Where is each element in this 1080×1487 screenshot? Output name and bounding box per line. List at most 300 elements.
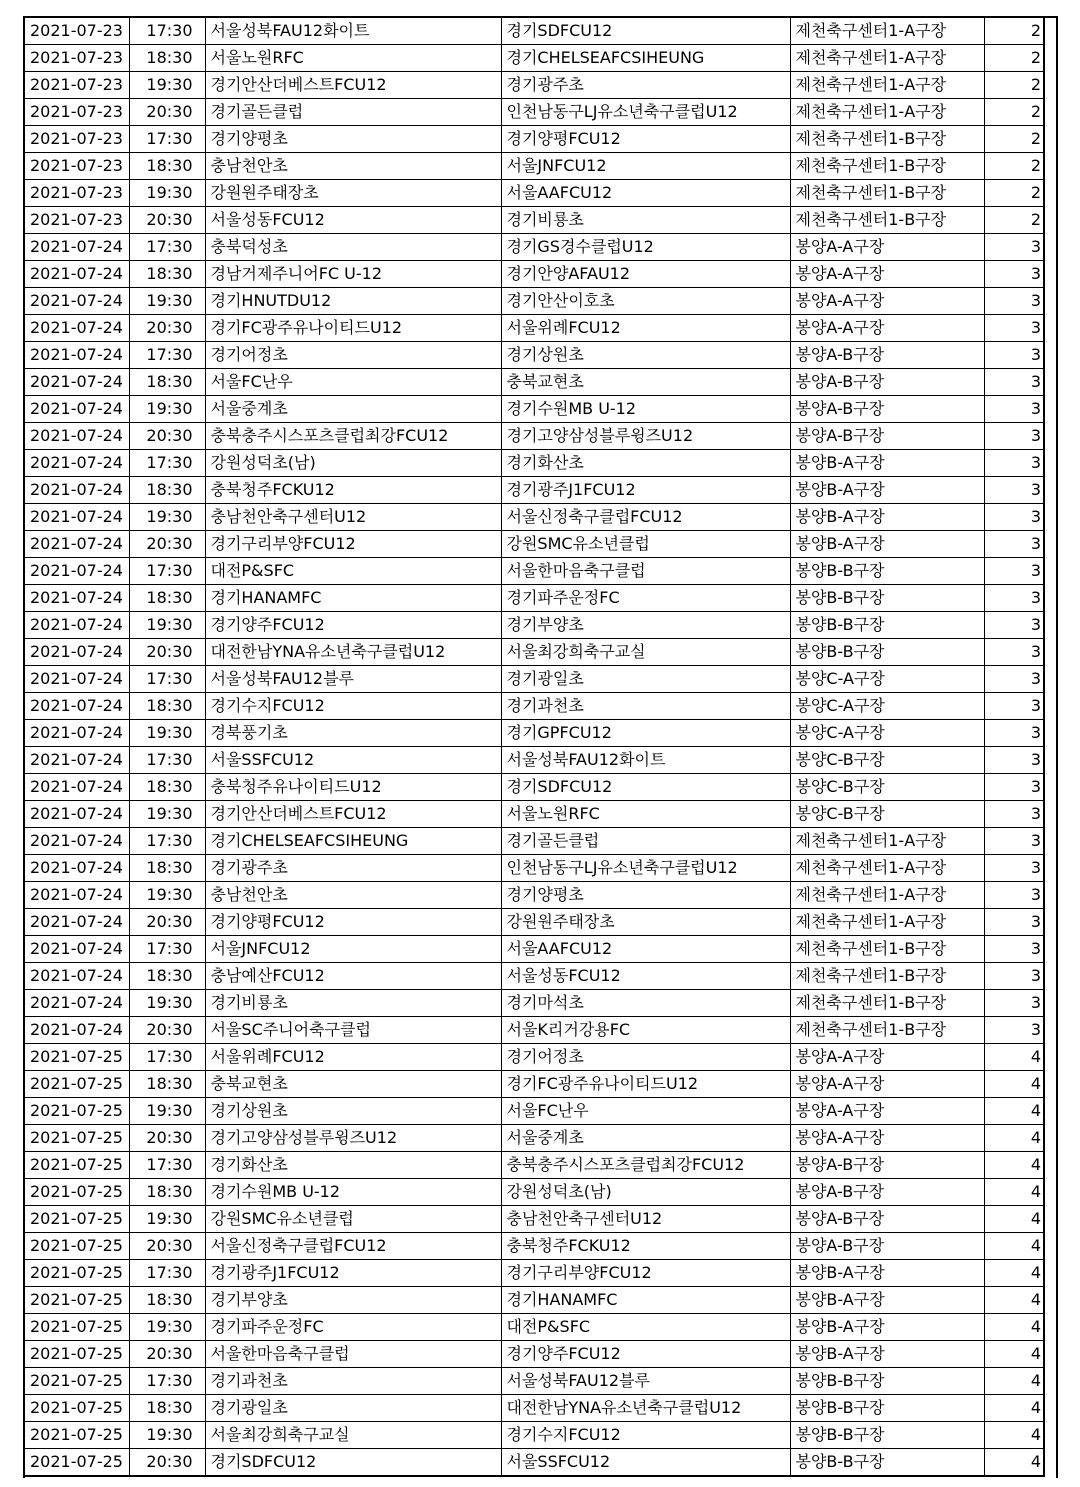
- round-cell: 3: [984, 666, 1044, 693]
- away-team-cell: 서울성동FCU12: [501, 963, 790, 990]
- venue-cell: 봉양B-A구장: [790, 504, 984, 531]
- venue-cell: 봉양B-B구장: [790, 558, 984, 585]
- match-date-cell: 2021-07-24: [25, 288, 129, 315]
- match-date-cell: 2021-07-25: [25, 1233, 129, 1260]
- home-team-cell: 서울성북FAU12블루: [205, 666, 501, 693]
- home-team-cell: 서울FC난우: [205, 369, 501, 396]
- away-team-cell: 강원성덕초(남): [501, 1179, 790, 1206]
- match-time-cell: 17:30: [129, 1368, 205, 1395]
- match-date-cell: 2021-07-25: [25, 1341, 129, 1368]
- match-row: [25, 99, 1044, 126]
- away-team-cell: 충북청주FCKU12: [501, 1233, 790, 1260]
- away-team-cell: 경기구리부양FCU12: [501, 1260, 790, 1287]
- match-row: [25, 18, 1044, 45]
- round-cell: 3: [984, 882, 1044, 909]
- away-team-cell: 충북충주시스포츠클럽최강FCU12: [501, 1152, 790, 1179]
- match-time-cell: 18:30: [129, 693, 205, 720]
- home-team-cell: 경기파주운정FC: [205, 1314, 501, 1341]
- away-team-cell: 경기SDFCU12: [501, 774, 790, 801]
- home-team-cell: 서울중계초: [205, 396, 501, 423]
- home-team-cell: 충북교현초: [205, 1071, 501, 1098]
- away-team-cell: 경기과천초: [501, 693, 790, 720]
- match-row: [25, 1098, 1044, 1125]
- venue-cell: 봉양A-B구장: [790, 369, 984, 396]
- home-team-cell: 충남예산FCU12: [205, 963, 501, 990]
- away-team-cell: 서울AAFCU12: [501, 936, 790, 963]
- away-team-cell: 경기안산이호초: [501, 288, 790, 315]
- match-time-cell: 19:30: [129, 1314, 205, 1341]
- match-row: [25, 990, 1044, 1017]
- away-team-cell: 경기수지FCU12: [501, 1422, 790, 1449]
- away-team-cell: 경기어정초: [501, 1044, 790, 1071]
- match-row: [25, 234, 1044, 261]
- home-team-cell: 경기고양삼성블루윙즈U12: [205, 1125, 501, 1152]
- venue-cell: 봉양A-A구장: [790, 1044, 984, 1071]
- round-cell: 4: [984, 1449, 1044, 1477]
- venue-cell: 제천축구센터1-A구장: [790, 45, 984, 72]
- match-row: [25, 936, 1044, 963]
- away-team-cell: 충남천안축구센터U12: [501, 1206, 790, 1233]
- match-row: [25, 720, 1044, 747]
- match-time-cell: 19:30: [129, 504, 205, 531]
- match-row: [25, 1341, 1044, 1368]
- match-time-cell: 19:30: [129, 1206, 205, 1233]
- round-cell: 4: [984, 1395, 1044, 1422]
- round-cell: 2: [984, 207, 1044, 234]
- away-team-cell: 경기광주J1FCU12: [501, 477, 790, 504]
- match-date-cell: 2021-07-25: [25, 1125, 129, 1152]
- match-time-cell: 19:30: [129, 1422, 205, 1449]
- venue-cell: 봉양C-A구장: [790, 666, 984, 693]
- home-team-cell: 서울위례FCU12: [205, 1044, 501, 1071]
- match-date-cell: 2021-07-23: [25, 72, 129, 99]
- home-team-cell: 경기양주FCU12: [205, 612, 501, 639]
- away-team-cell: 경기마석초: [501, 990, 790, 1017]
- round-cell: 4: [984, 1179, 1044, 1206]
- venue-cell: 봉양A-A구장: [790, 315, 984, 342]
- round-cell: 2: [984, 99, 1044, 126]
- match-row: [25, 45, 1044, 72]
- venue-cell: 봉양A-B구장: [790, 1233, 984, 1260]
- match-date-cell: 2021-07-25: [25, 1260, 129, 1287]
- round-cell: 3: [984, 396, 1044, 423]
- round-cell: 3: [984, 963, 1044, 990]
- home-team-cell: 충남천안초: [205, 882, 501, 909]
- venue-cell: 봉양B-A구장: [790, 1260, 984, 1287]
- home-team-cell: 서울SC주니어축구클럽: [205, 1017, 501, 1044]
- venue-cell: 봉양B-A구장: [790, 450, 984, 477]
- match-date-cell: 2021-07-25: [25, 1179, 129, 1206]
- venue-cell: 제천축구센터1-A구장: [790, 828, 984, 855]
- away-team-cell: 경기화산초: [501, 450, 790, 477]
- venue-cell: 제천축구센터1-B구장: [790, 153, 984, 180]
- match-time-cell: 18:30: [129, 774, 205, 801]
- match-date-cell: 2021-07-24: [25, 261, 129, 288]
- round-cell: 3: [984, 531, 1044, 558]
- match-row: [25, 261, 1044, 288]
- round-cell: 2: [984, 72, 1044, 99]
- match-date-cell: 2021-07-24: [25, 450, 129, 477]
- round-cell: 4: [984, 1125, 1044, 1152]
- round-cell: 3: [984, 234, 1044, 261]
- match-row: [25, 1044, 1044, 1071]
- match-time-cell: 19:30: [129, 288, 205, 315]
- match-row: [25, 288, 1044, 315]
- round-cell: 4: [984, 1206, 1044, 1233]
- match-time-cell: 18:30: [129, 477, 205, 504]
- match-date-cell: 2021-07-24: [25, 612, 129, 639]
- match-time-cell: 19:30: [129, 882, 205, 909]
- match-row: [25, 639, 1044, 666]
- home-team-cell: 경기비룡초: [205, 990, 501, 1017]
- away-team-cell: 대전한남YNA유소년축구클럽U12: [501, 1395, 790, 1422]
- match-row: [25, 1017, 1044, 1044]
- match-date-cell: 2021-07-24: [25, 720, 129, 747]
- match-date-cell: 2021-07-24: [25, 342, 129, 369]
- home-team-cell: 충북덕성초: [205, 234, 501, 261]
- match-row: [25, 693, 1044, 720]
- away-team-cell: 서울AAFCU12: [501, 180, 790, 207]
- match-time-cell: 18:30: [129, 261, 205, 288]
- match-row: [25, 72, 1044, 99]
- match-date-cell: 2021-07-24: [25, 639, 129, 666]
- match-time-cell: 18:30: [129, 153, 205, 180]
- home-team-cell: 경기SDFCU12: [205, 1449, 501, 1477]
- match-date-cell: 2021-07-25: [25, 1449, 129, 1477]
- match-time-cell: 20:30: [129, 531, 205, 558]
- round-cell: 2: [984, 126, 1044, 153]
- match-date-cell: 2021-07-25: [25, 1422, 129, 1449]
- match-date-cell: 2021-07-24: [25, 855, 129, 882]
- match-date-cell: 2021-07-23: [25, 99, 129, 126]
- venue-cell: 제천축구센터1-A구장: [790, 18, 984, 45]
- venue-cell: 봉양A-B구장: [790, 1152, 984, 1179]
- match-date-cell: 2021-07-25: [25, 1044, 129, 1071]
- match-time-cell: 20:30: [129, 315, 205, 342]
- home-team-cell: 서울노원RFC: [205, 45, 501, 72]
- venue-cell: 봉양A-B구장: [790, 342, 984, 369]
- match-row: [25, 1314, 1044, 1341]
- round-cell: 3: [984, 747, 1044, 774]
- venue-cell: 봉양C-B구장: [790, 747, 984, 774]
- away-team-cell: 경기CHELSEAFCSIHEUNG: [501, 45, 790, 72]
- match-time-cell: 19:30: [129, 990, 205, 1017]
- away-team-cell: 서울중계초: [501, 1125, 790, 1152]
- venue-cell: 봉양B-B구장: [790, 612, 984, 639]
- round-cell: 3: [984, 855, 1044, 882]
- away-team-cell: 경기FC광주유나이티드U12: [501, 1071, 790, 1098]
- match-time-cell: 17:30: [129, 1260, 205, 1287]
- venue-cell: 제천축구센터1-A구장: [790, 99, 984, 126]
- match-row: [25, 1449, 1044, 1477]
- venue-cell: 봉양A-B구장: [790, 1206, 984, 1233]
- match-date-cell: 2021-07-24: [25, 747, 129, 774]
- away-team-cell: 경기양평초: [501, 882, 790, 909]
- home-team-cell: 충남천안축구센터U12: [205, 504, 501, 531]
- match-time-cell: 18:30: [129, 1395, 205, 1422]
- round-cell: 4: [984, 1098, 1044, 1125]
- home-team-cell: 충북청주FCKU12: [205, 477, 501, 504]
- home-team-cell: 경기골든클럽: [205, 99, 501, 126]
- venue-cell: 봉양B-B구장: [790, 1395, 984, 1422]
- home-team-cell: 경기어정초: [205, 342, 501, 369]
- match-date-cell: 2021-07-24: [25, 909, 129, 936]
- match-date-cell: 2021-07-25: [25, 1287, 129, 1314]
- away-team-cell: 경기수원MB U-12: [501, 396, 790, 423]
- match-date-cell: 2021-07-23: [25, 126, 129, 153]
- venue-cell: 봉양B-B구장: [790, 585, 984, 612]
- match-date-cell: 2021-07-24: [25, 585, 129, 612]
- away-team-cell: 충북교현초: [501, 369, 790, 396]
- away-team-cell: 경기양평FCU12: [501, 126, 790, 153]
- venue-cell: 봉양C-B구장: [790, 801, 984, 828]
- away-team-cell: 경기GS경수클럽U12: [501, 234, 790, 261]
- venue-cell: 제천축구센터1-B구장: [790, 1017, 984, 1044]
- home-team-cell: 경기과천초: [205, 1368, 501, 1395]
- match-row: [25, 126, 1044, 153]
- round-cell: 4: [984, 1314, 1044, 1341]
- match-row: [25, 1206, 1044, 1233]
- round-cell: 3: [984, 315, 1044, 342]
- away-team-cell: 경기골든클럽: [501, 828, 790, 855]
- match-row: [25, 153, 1044, 180]
- venue-cell: 봉양B-A구장: [790, 1287, 984, 1314]
- home-team-cell: 서울SSFCU12: [205, 747, 501, 774]
- match-row: [25, 531, 1044, 558]
- match-row: [25, 369, 1044, 396]
- home-team-cell: 경기수지FCU12: [205, 693, 501, 720]
- round-cell: 4: [984, 1422, 1044, 1449]
- match-row: [25, 1368, 1044, 1395]
- venue-cell: 봉양A-A구장: [790, 1071, 984, 1098]
- match-time-cell: 19:30: [129, 801, 205, 828]
- home-team-cell: 경기FC광주유나이티드U12: [205, 315, 501, 342]
- match-schedule-body: [25, 18, 1044, 1476]
- match-date-cell: 2021-07-24: [25, 693, 129, 720]
- home-team-cell: 경기광일초: [205, 1395, 501, 1422]
- match-date-cell: 2021-07-24: [25, 801, 129, 828]
- round-cell: 4: [984, 1152, 1044, 1179]
- venue-cell: 봉양C-A구장: [790, 693, 984, 720]
- match-time-cell: 19:30: [129, 396, 205, 423]
- away-team-cell: 서울성북FAU12블루: [501, 1368, 790, 1395]
- match-row: [25, 1260, 1044, 1287]
- match-time-cell: 18:30: [129, 369, 205, 396]
- match-date-cell: 2021-07-24: [25, 963, 129, 990]
- match-date-cell: 2021-07-25: [25, 1206, 129, 1233]
- home-team-cell: 충북충주시스포츠클럽최강FCU12: [205, 423, 501, 450]
- match-time-cell: 19:30: [129, 612, 205, 639]
- round-cell: 3: [984, 990, 1044, 1017]
- match-date-cell: 2021-07-24: [25, 396, 129, 423]
- venue-cell: 봉양B-A구장: [790, 1314, 984, 1341]
- venue-cell: 봉양C-A구장: [790, 720, 984, 747]
- match-time-cell: 20:30: [129, 1125, 205, 1152]
- away-team-cell: 경기광일초: [501, 666, 790, 693]
- match-time-cell: 20:30: [129, 99, 205, 126]
- home-team-cell: 경기상원초: [205, 1098, 501, 1125]
- match-date-cell: 2021-07-25: [25, 1071, 129, 1098]
- match-time-cell: 19:30: [129, 1098, 205, 1125]
- away-team-cell: 경기파주운정FC: [501, 585, 790, 612]
- match-time-cell: 18:30: [129, 855, 205, 882]
- match-time-cell: 17:30: [129, 558, 205, 585]
- home-team-cell: 서울신정축구클럽FCU12: [205, 1233, 501, 1260]
- match-row: [25, 747, 1044, 774]
- venue-cell: 봉양B-A구장: [790, 531, 984, 558]
- match-row: [25, 585, 1044, 612]
- home-team-cell: 서울한마음축구클럽: [205, 1341, 501, 1368]
- home-team-cell: 대전P&SFC: [205, 558, 501, 585]
- away-team-cell: 경기양주FCU12: [501, 1341, 790, 1368]
- home-team-cell: 경기CHELSEAFCSIHEUNG: [205, 828, 501, 855]
- match-date-cell: 2021-07-23: [25, 153, 129, 180]
- home-team-cell: 서울JNFCU12: [205, 936, 501, 963]
- match-time-cell: 18:30: [129, 1071, 205, 1098]
- match-time-cell: 17:30: [129, 1044, 205, 1071]
- home-team-cell: 경기광주초: [205, 855, 501, 882]
- away-team-cell: 경기광주초: [501, 72, 790, 99]
- match-row: [25, 1287, 1044, 1314]
- match-date-cell: 2021-07-24: [25, 774, 129, 801]
- round-cell: 3: [984, 909, 1044, 936]
- away-team-cell: 경기안양AFAU12: [501, 261, 790, 288]
- round-cell: 3: [984, 612, 1044, 639]
- venue-cell: 제천축구센터1-B구장: [790, 180, 984, 207]
- venue-cell: 제천축구센터1-A구장: [790, 882, 984, 909]
- match-row: [25, 180, 1044, 207]
- match-date-cell: 2021-07-25: [25, 1152, 129, 1179]
- round-cell: 3: [984, 450, 1044, 477]
- round-cell: 3: [984, 936, 1044, 963]
- venue-cell: 제천축구센터1-A구장: [790, 855, 984, 882]
- match-date-cell: 2021-07-24: [25, 531, 129, 558]
- match-time-cell: 17:30: [129, 747, 205, 774]
- match-date-cell: 2021-07-24: [25, 990, 129, 1017]
- venue-cell: 봉양A-A구장: [790, 1098, 984, 1125]
- home-team-cell: 충남천안초: [205, 153, 501, 180]
- match-row: [25, 801, 1044, 828]
- match-date-cell: 2021-07-24: [25, 477, 129, 504]
- away-team-cell: 강원SMC유소년클럽: [501, 531, 790, 558]
- match-row: [25, 855, 1044, 882]
- home-team-cell: 강원원주태장초: [205, 180, 501, 207]
- match-row: [25, 450, 1044, 477]
- match-row: [25, 477, 1044, 504]
- match-time-cell: 20:30: [129, 1341, 205, 1368]
- round-cell: 4: [984, 1368, 1044, 1395]
- match-row: [25, 207, 1044, 234]
- match-row: [25, 963, 1044, 990]
- round-cell: 4: [984, 1341, 1044, 1368]
- away-team-cell: 서울성북FAU12화이트: [501, 747, 790, 774]
- home-team-cell: 경기안산더베스트FCU12: [205, 801, 501, 828]
- venue-cell: 제천축구센터1-B구장: [790, 990, 984, 1017]
- match-time-cell: 20:30: [129, 909, 205, 936]
- home-team-cell: 경기HNUTDU12: [205, 288, 501, 315]
- match-time-cell: 20:30: [129, 1233, 205, 1260]
- match-time-cell: 17:30: [129, 1152, 205, 1179]
- match-date-cell: 2021-07-24: [25, 423, 129, 450]
- match-date-cell: 2021-07-23: [25, 180, 129, 207]
- round-cell: 2: [984, 18, 1044, 45]
- round-cell: 3: [984, 369, 1044, 396]
- match-time-cell: 19:30: [129, 72, 205, 99]
- home-team-cell: 경기부양초: [205, 1287, 501, 1314]
- match-date-cell: 2021-07-25: [25, 1098, 129, 1125]
- venue-cell: 봉양C-B구장: [790, 774, 984, 801]
- match-date-cell: 2021-07-23: [25, 45, 129, 72]
- match-row: [25, 1152, 1044, 1179]
- round-cell: 3: [984, 774, 1044, 801]
- match-time-cell: 17:30: [129, 936, 205, 963]
- match-time-cell: 17:30: [129, 234, 205, 261]
- away-team-cell: 강원원주태장초: [501, 909, 790, 936]
- venue-cell: 봉양B-B구장: [790, 1422, 984, 1449]
- round-cell: 3: [984, 423, 1044, 450]
- round-cell: 3: [984, 639, 1044, 666]
- match-time-cell: 20:30: [129, 423, 205, 450]
- match-row: [25, 423, 1044, 450]
- match-date-cell: 2021-07-24: [25, 369, 129, 396]
- round-cell: 3: [984, 801, 1044, 828]
- match-time-cell: 19:30: [129, 180, 205, 207]
- away-team-cell: 경기비룡초: [501, 207, 790, 234]
- venue-cell: 봉양B-B구장: [790, 1368, 984, 1395]
- match-row: [25, 1071, 1044, 1098]
- away-team-cell: 인천남동구LJ유소년축구클럽U12: [501, 855, 790, 882]
- match-time-cell: 20:30: [129, 639, 205, 666]
- round-cell: 3: [984, 828, 1044, 855]
- match-row: [25, 1125, 1044, 1152]
- match-time-cell: 18:30: [129, 963, 205, 990]
- venue-cell: 봉양A-B구장: [790, 1179, 984, 1206]
- venue-cell: 봉양A-A구장: [790, 288, 984, 315]
- match-row: [25, 1233, 1044, 1260]
- away-team-cell: 서울한마음축구클럽: [501, 558, 790, 585]
- match-row: [25, 666, 1044, 693]
- round-cell: 4: [984, 1287, 1044, 1314]
- away-team-cell: 서울최강희축구교실: [501, 639, 790, 666]
- venue-cell: 제천축구센터1-B구장: [790, 963, 984, 990]
- match-row: [25, 909, 1044, 936]
- match-date-cell: 2021-07-25: [25, 1395, 129, 1422]
- home-team-cell: 경기광주J1FCU12: [205, 1260, 501, 1287]
- home-team-cell: 경남거제주니어FC U-12: [205, 261, 501, 288]
- round-cell: 2: [984, 45, 1044, 72]
- home-team-cell: 경기안산더베스트FCU12: [205, 72, 501, 99]
- match-row: [25, 342, 1044, 369]
- match-time-cell: 17:30: [129, 18, 205, 45]
- match-date-cell: 2021-07-25: [25, 1368, 129, 1395]
- round-cell: 3: [984, 720, 1044, 747]
- match-time-cell: 17:30: [129, 666, 205, 693]
- venue-cell: 봉양A-A구장: [790, 1125, 984, 1152]
- away-team-cell: 경기SDFCU12: [501, 18, 790, 45]
- home-team-cell: 대전한남YNA유소년축구클럽U12: [205, 639, 501, 666]
- match-row: [25, 1395, 1044, 1422]
- round-cell: 2: [984, 180, 1044, 207]
- home-team-cell: 경기양평FCU12: [205, 909, 501, 936]
- match-date-cell: 2021-07-24: [25, 666, 129, 693]
- away-team-cell: 경기상원초: [501, 342, 790, 369]
- match-time-cell: 17:30: [129, 450, 205, 477]
- round-cell: 4: [984, 1233, 1044, 1260]
- away-team-cell: 서울FC난우: [501, 1098, 790, 1125]
- away-team-cell: 경기GPFCU12: [501, 720, 790, 747]
- match-row: [25, 315, 1044, 342]
- round-cell: 4: [984, 1071, 1044, 1098]
